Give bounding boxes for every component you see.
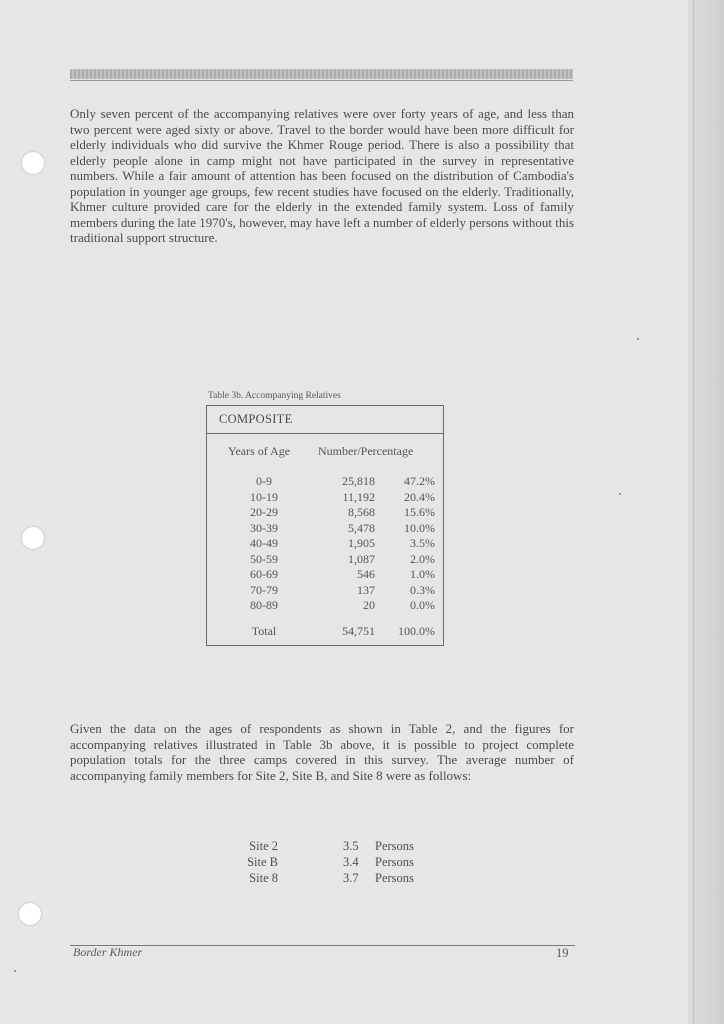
- binder-hole-middle: [22, 527, 44, 549]
- age-cell: 30-39: [250, 520, 278, 535]
- page-edge: [693, 0, 694, 1024]
- percent-cell: 10.0%: [404, 520, 435, 535]
- number-cell: 137: [357, 582, 375, 597]
- site-name: Site B: [247, 855, 278, 869]
- table-row: [207, 583, 443, 599]
- table-row: [207, 505, 443, 521]
- total-percent: 100.0%: [398, 624, 435, 638]
- site-unit: Persons: [375, 871, 414, 885]
- percent-cell: 20.4%: [404, 489, 435, 504]
- table-total-row: [207, 624, 443, 639]
- site-name: Site 8: [249, 871, 278, 885]
- total-label: Total: [251, 624, 277, 638]
- number-cell: 25,818: [342, 474, 375, 488]
- percent-cell: 3.5%: [410, 536, 435, 550]
- site-name: Site 2: [249, 839, 278, 853]
- table-section-label: COMPOSITE: [219, 412, 293, 426]
- age-cell: 60-69: [250, 567, 278, 581]
- number-cell: 8,568: [348, 505, 375, 519]
- header-rule: [70, 69, 573, 79]
- site-row: [238, 855, 438, 871]
- age-cell: 0-9: [256, 474, 272, 488]
- number-cell: 1,087: [348, 551, 375, 566]
- column-header-number-percentage: Number/Percentage: [318, 444, 414, 458]
- scan-speck: [619, 493, 621, 495]
- scan-speck: [637, 338, 639, 340]
- age-cell: 70-79: [250, 582, 278, 597]
- percent-cell: 47.2%: [404, 474, 435, 488]
- table-body: [207, 474, 443, 614]
- age-cell: 10-19: [250, 489, 278, 504]
- table-row: [207, 598, 443, 614]
- percent-cell: 0.0%: [410, 598, 435, 612]
- site-average: 3.5: [343, 839, 359, 853]
- percent-cell: 15.6%: [404, 505, 435, 519]
- number-cell: 5,478: [348, 520, 375, 535]
- table-row: [207, 552, 443, 568]
- intro-paragraph: Only seven percent of the accompanying relatives were over forty years of age, and less than two percent were aged sixty or above. Travel to the border would have been more difficult for elderly individuals who did survive the Khmer Rouge period. There is also a possibility that elderly people alone in camp might not have participated in the survey in representative numbers. While a fair amount of attention has been focused on the distribution of Cambodia's population in younger age groups, few recent studies have focused on the elderly. Traditionally, Khmer culture provided care for the elderly in the extended family system. Loss of family members during the late 1970's, however, may have left a number of elderly persons without this traditional support structure.: [70, 106, 574, 245]
- binder-hole-bottom: [19, 903, 41, 925]
- table-divider: [207, 433, 443, 434]
- age-cell: 80-89: [250, 598, 278, 612]
- table-caption: Table 3b. Accompanying Relatives: [208, 391, 341, 401]
- header-rule-line: [70, 80, 573, 81]
- table-row: [207, 521, 443, 537]
- number-cell: 546: [357, 567, 375, 581]
- site-row: [238, 839, 438, 855]
- table-row: [207, 536, 443, 552]
- site-unit: Persons: [375, 839, 414, 853]
- age-table: [206, 405, 444, 646]
- age-cell: 50-59: [250, 551, 278, 566]
- footer-title: Border Khmer: [73, 945, 143, 959]
- site-averages-list: [238, 839, 438, 887]
- age-cell: 40-49: [250, 536, 278, 550]
- footer-rule: [70, 945, 575, 946]
- site-row: [238, 871, 438, 887]
- percent-cell: 1.0%: [410, 567, 435, 581]
- site-average: 3.7: [343, 871, 359, 885]
- table-row: [207, 474, 443, 490]
- page-number: 19: [556, 946, 569, 960]
- age-cell: 20-29: [250, 505, 278, 519]
- column-header-age: Years of Age: [228, 444, 291, 458]
- number-cell: 20: [363, 598, 375, 612]
- percent-cell: 2.0%: [410, 551, 435, 566]
- number-cell: 1,905: [348, 536, 375, 550]
- total-number: 54,751: [342, 624, 375, 638]
- site-unit: Persons: [375, 855, 414, 869]
- table-row: [207, 490, 443, 506]
- table-row: [207, 567, 443, 583]
- number-cell: 11,192: [342, 489, 375, 504]
- binder-hole-top: [22, 152, 44, 174]
- percent-cell: 0.3%: [410, 582, 435, 597]
- projection-paragraph: Given the data on the ages of respondents as shown in Table 2, and the figures for accompanying relatives illustrated in Table 3b above, it is possible to project complete population totals for the three camps covered in this survey. The average number of accompanying family members for Site 2, Site B, and Site 8 were as follows:: [70, 721, 574, 783]
- site-average: 3.4: [343, 855, 359, 869]
- scan-speck: [14, 970, 16, 972]
